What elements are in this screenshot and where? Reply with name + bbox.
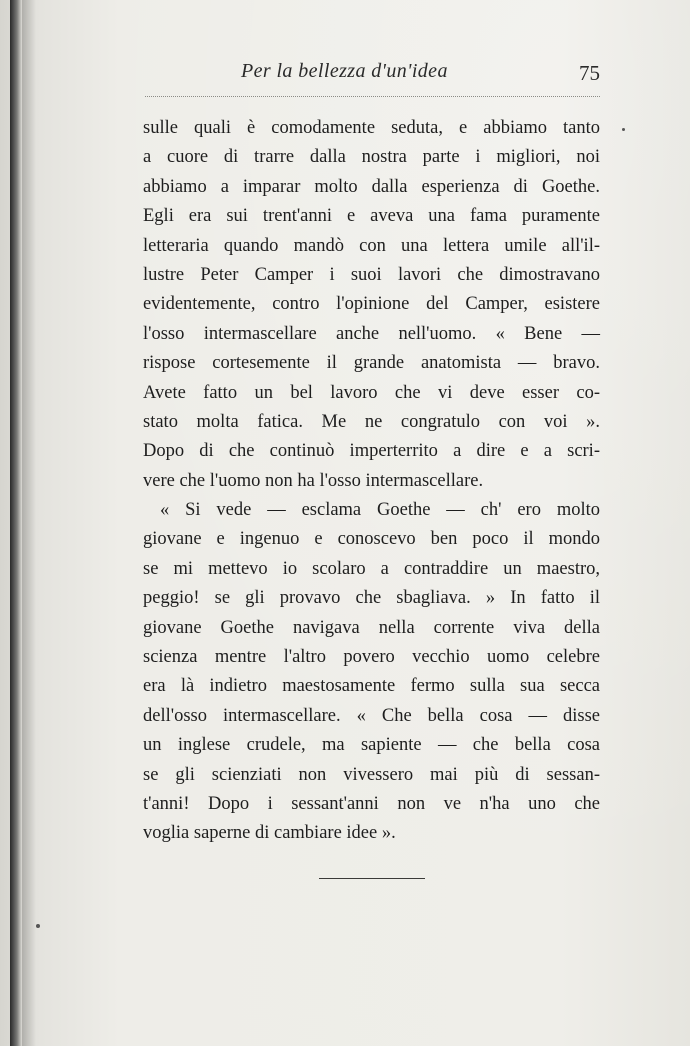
text-line: dell'osso intermascellare. « Che bella cosa — disse (143, 705, 600, 726)
text-line: stato molta fatica. Me ne congratulo con voi ». (143, 411, 600, 432)
header-rule (145, 96, 600, 97)
binding-shadow (22, 0, 36, 1046)
running-title: Per la bellezza d'un'idea (241, 60, 448, 82)
text-line: giovane Goethe navigava nella corrente viva della (143, 617, 600, 638)
body-text (143, 114, 600, 849)
text-line: voglia saperne di cambiare idee ». (143, 823, 396, 844)
text-line: abbiamo a imparar molto dalla esperienza di Goethe. (143, 176, 600, 197)
page-header (143, 60, 600, 90)
print-speck (36, 924, 40, 928)
page-number: 75 (579, 61, 600, 85)
text-line: peggio! se gli provavo che sbagliava. » In fatto il (143, 588, 600, 609)
text-line: scienza mentre l'altro povero vecchio uomo celebre (143, 647, 600, 668)
text-line: rispose cortesemente il grande anatomista — bravo. (143, 353, 600, 374)
text-line: evidentemente, contro l'opinione del Camper, esistere (143, 294, 600, 315)
section-end-rule (319, 878, 425, 879)
print-speck (622, 128, 625, 131)
binding-edge (10, 0, 22, 1046)
text-line: sulle quali è comodamente seduta, e abbiamo tanto (143, 118, 600, 138)
text-line: se gli scienziati non vivessero mai più di sessan- (143, 764, 600, 785)
text-line: Avete fatto un bel lavoro che vi deve esser co- (143, 382, 600, 403)
text-line: t'anni! Dopo i sessant'anni non ve n'ha uno che (143, 793, 600, 814)
text-line: vere che l'uomo non ha l'osso intermascellare. (143, 470, 484, 491)
text-line: giovane e ingenuo e conoscevo ben poco il mondo (143, 529, 600, 550)
text-line: Egli era sui trent'anni e aveva una fama puramente (143, 206, 600, 227)
text-line: Dopo di che continuò imperterrito a dire e a scri- (143, 441, 600, 462)
text-line: l'osso intermascellare anche nell'uomo. « Bene — (143, 323, 600, 344)
text-line: letteraria quando mandò con una lettera umile all'il- (143, 235, 600, 256)
text-line: un inglese crudele, ma sapiente — che bella cosa (143, 735, 600, 756)
text-line: era là indietro maestosamente fermo sulla sua secca (143, 676, 600, 697)
text-line: lustre Peter Camper i suoi lavori che dimostravano (143, 264, 600, 285)
text-line: « Si vede — esclama Goethe — ch' ero molto (160, 500, 600, 521)
text-line: se mi mettevo io scolaro a contraddire un maestro, (143, 558, 600, 579)
text-line: a cuore di trarre dalla nostra parte i migliori, noi (143, 147, 600, 168)
